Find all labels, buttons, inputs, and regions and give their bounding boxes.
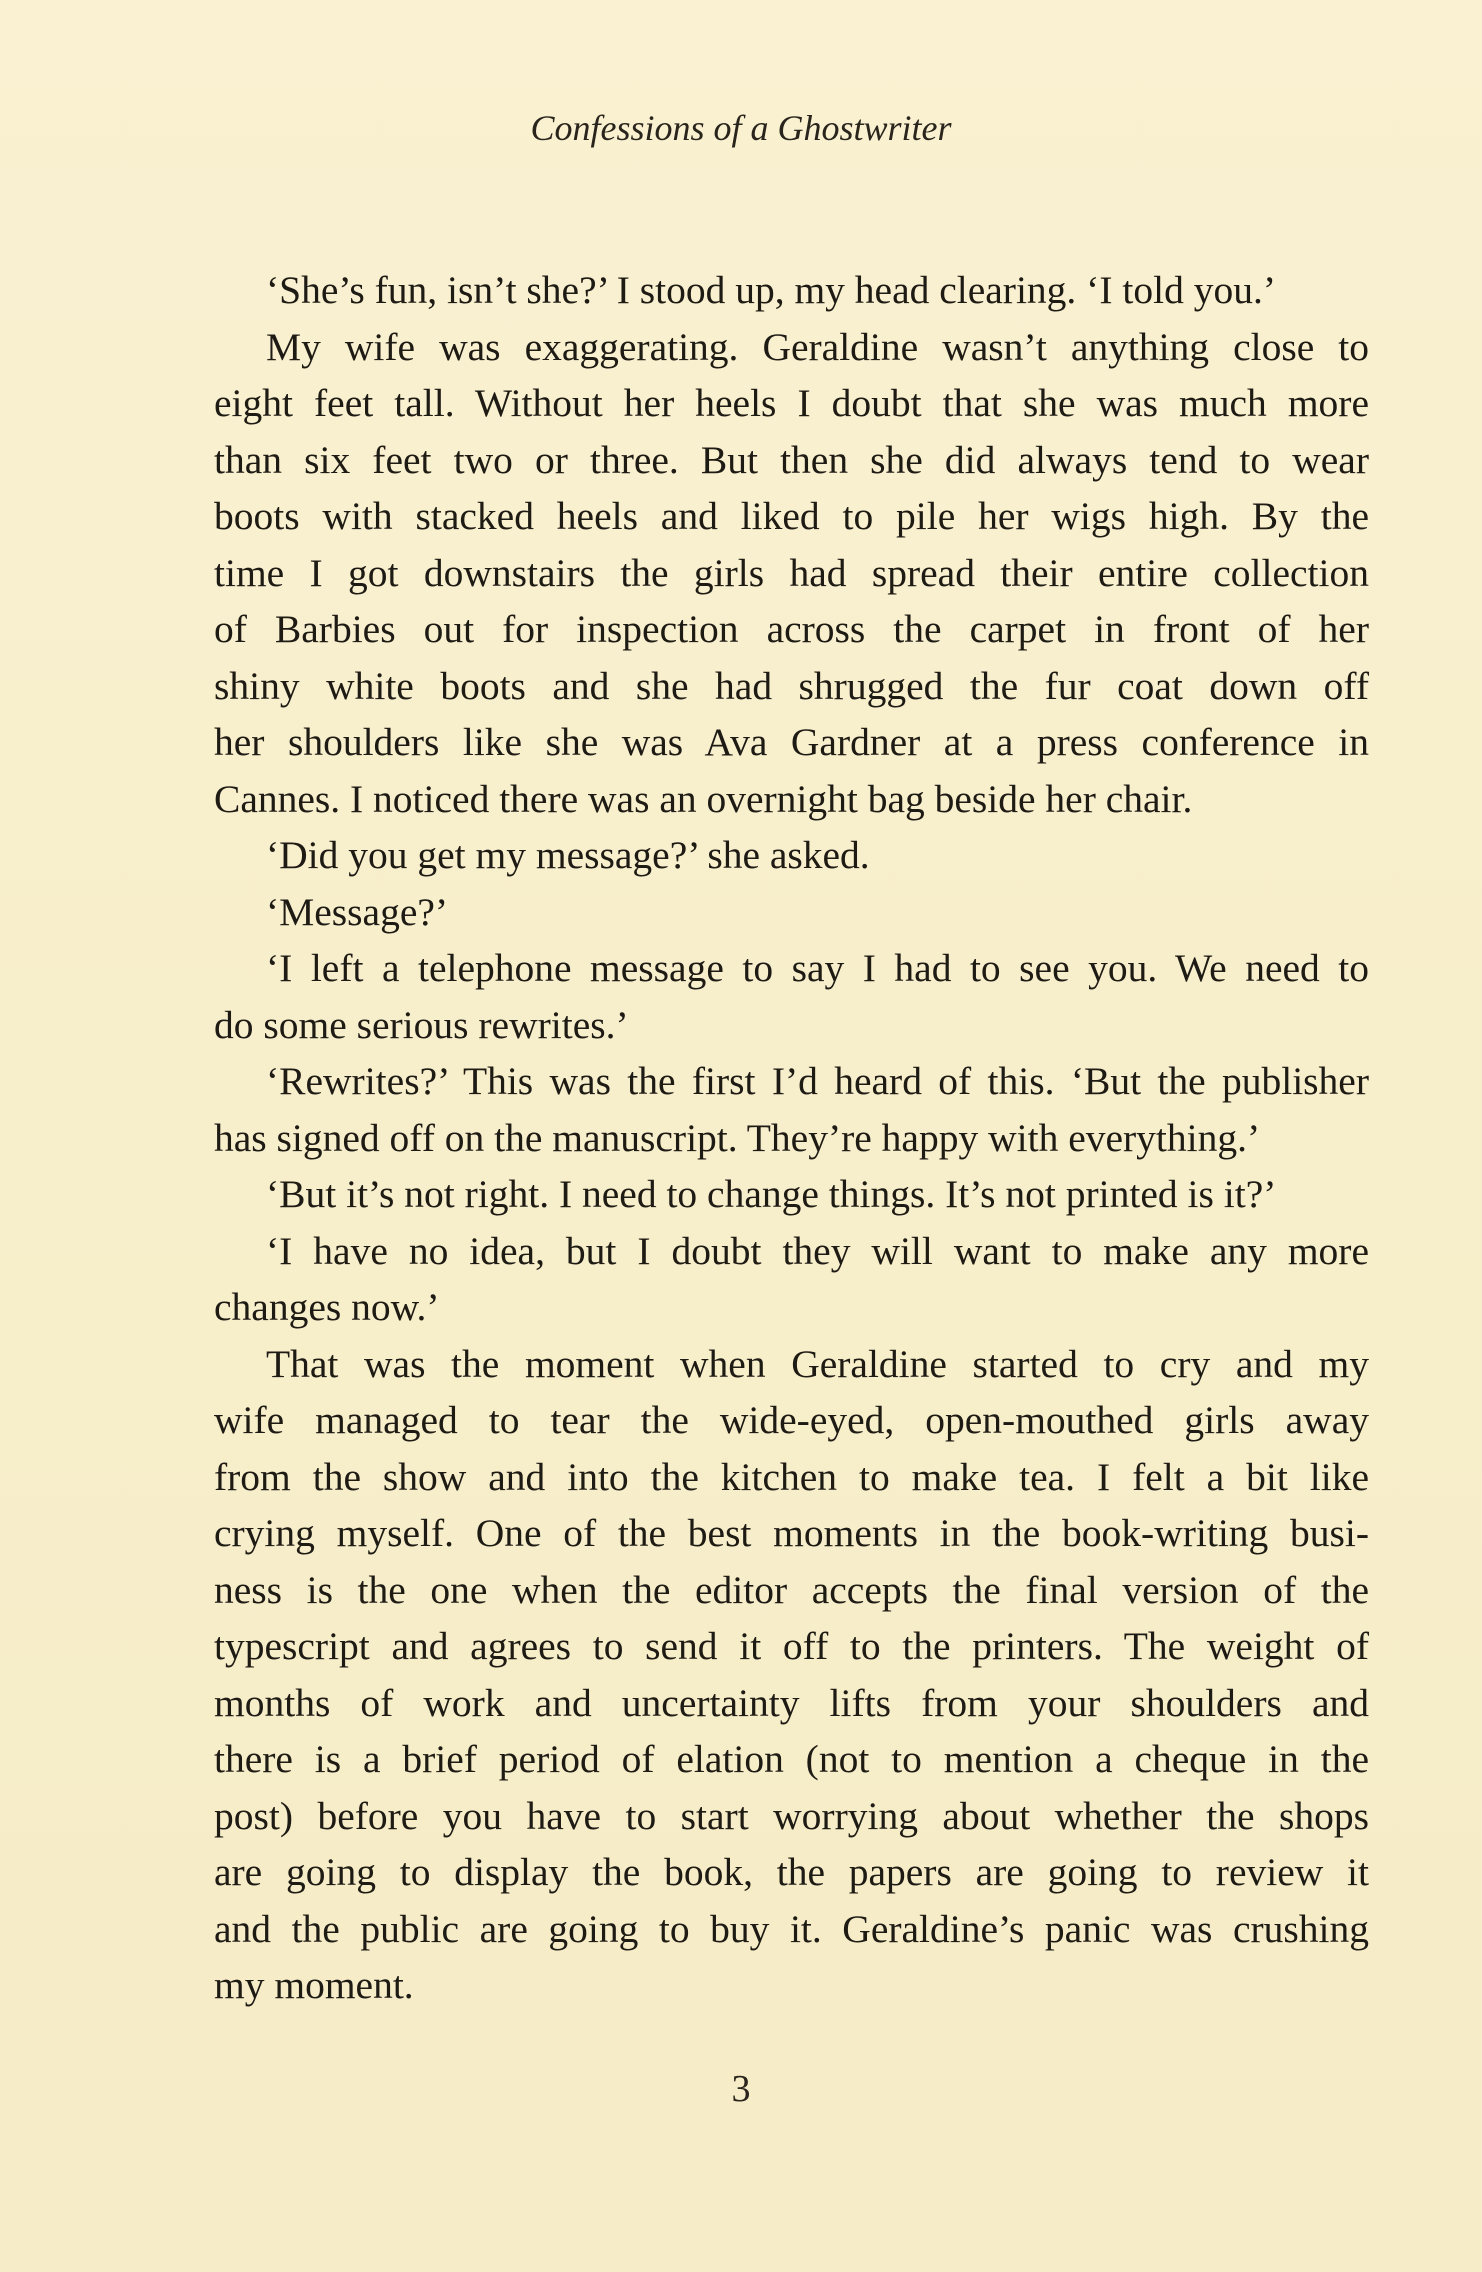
- text-line: ‘She’s fun, isn’t she?’ I stood up, my head clearing. ‘I told you.’: [266, 268, 1276, 312]
- text-line: my moment.: [214, 1963, 414, 2007]
- text-line: shiny white boots and she had shrugged the fur coat down off: [214, 663, 1369, 708]
- text-line: ‘I have no idea, but I doubt they will want to make any more: [266, 1228, 1369, 1273]
- text-line: months of work and uncertainty lifts from your shoulders and: [214, 1680, 1369, 1725]
- page-number: 3: [731, 2068, 751, 2110]
- paragraph: [214, 827, 1369, 884]
- text-line: time I got downstairs the girls had spread their entire collection: [214, 550, 1369, 595]
- text-line: post) before you have to start worrying about whether the shops: [214, 1793, 1369, 1838]
- text-line: her shoulders like she was Ava Gardner at a press conference in: [214, 720, 1369, 764]
- paragraph: [214, 940, 1369, 1053]
- text-line: from the show and into the kitchen to make tea. I felt a bit like: [214, 1454, 1369, 1499]
- text-line: ‘Did you get my message?’ she asked.: [266, 833, 870, 877]
- paragraph: [214, 884, 1369, 941]
- text-line: there is a brief period of elation (not to mention a cheque in the: [214, 1737, 1369, 1781]
- text-line: ‘I left a telephone message to say I had to see you. We need to: [266, 946, 1369, 990]
- text-line: and the public are going to buy it. Geraldine’s panic was crushing: [214, 1906, 1369, 1951]
- body-text: [214, 262, 1369, 2014]
- paragraph: [214, 1336, 1369, 2014]
- text-line: wife managed to tear the wide-eyed, open-mouthed girls away: [214, 1398, 1369, 1442]
- text-line: eight feet tall. Without her heels I doubt that she was much more: [214, 381, 1369, 425]
- text-line: ‘But it’s not right. I need to change things. It’s not printed is it?’: [266, 1172, 1277, 1216]
- text-line: ‘Message?’: [266, 889, 449, 934]
- paragraph: [214, 1053, 1369, 1166]
- text-line: Cannes. I noticed there was an overnight bag beside her chair.: [214, 776, 1193, 821]
- text-line: That was the moment when Geraldine started to cry and my: [266, 1341, 1369, 1386]
- text-line: of Barbies out for inspection across the carpet in front of her: [214, 607, 1369, 651]
- text-line: ‘Rewrites?’ This was the first I’d heard of this. ‘But the publisher: [266, 1059, 1369, 1103]
- text-line: has signed off on the manuscript. They’re happy with everything.’: [214, 1115, 1261, 1160]
- paragraph: [214, 1166, 1369, 1223]
- text-line: My wife was exaggerating. Geraldine wasn’t anything close to: [266, 324, 1369, 369]
- running-head: Confessions of a Ghostwriter: [530, 108, 952, 148]
- text-line: boots with stacked heels and liked to pile her wigs high. By the: [214, 494, 1369, 538]
- text-line: crying myself. One of the best moments in the book-writing busi-: [214, 1511, 1369, 1555]
- text-line: are going to display the book, the papers are going to review it: [214, 1850, 1369, 1894]
- text-line: than six feet two or three. But then she did always tend to wear: [214, 437, 1369, 482]
- text-line: changes now.’: [214, 1285, 440, 1329]
- text-line: do some serious rewrites.’: [214, 1002, 629, 1047]
- paragraph: [214, 319, 1369, 828]
- text-line: ness is the one when the editor accepts the final version of the: [214, 1567, 1369, 1612]
- text-line: typescript and agrees to send it off to the printers. The weight of: [214, 1624, 1369, 1668]
- paragraph: [214, 1223, 1369, 1336]
- paragraph: [214, 262, 1369, 319]
